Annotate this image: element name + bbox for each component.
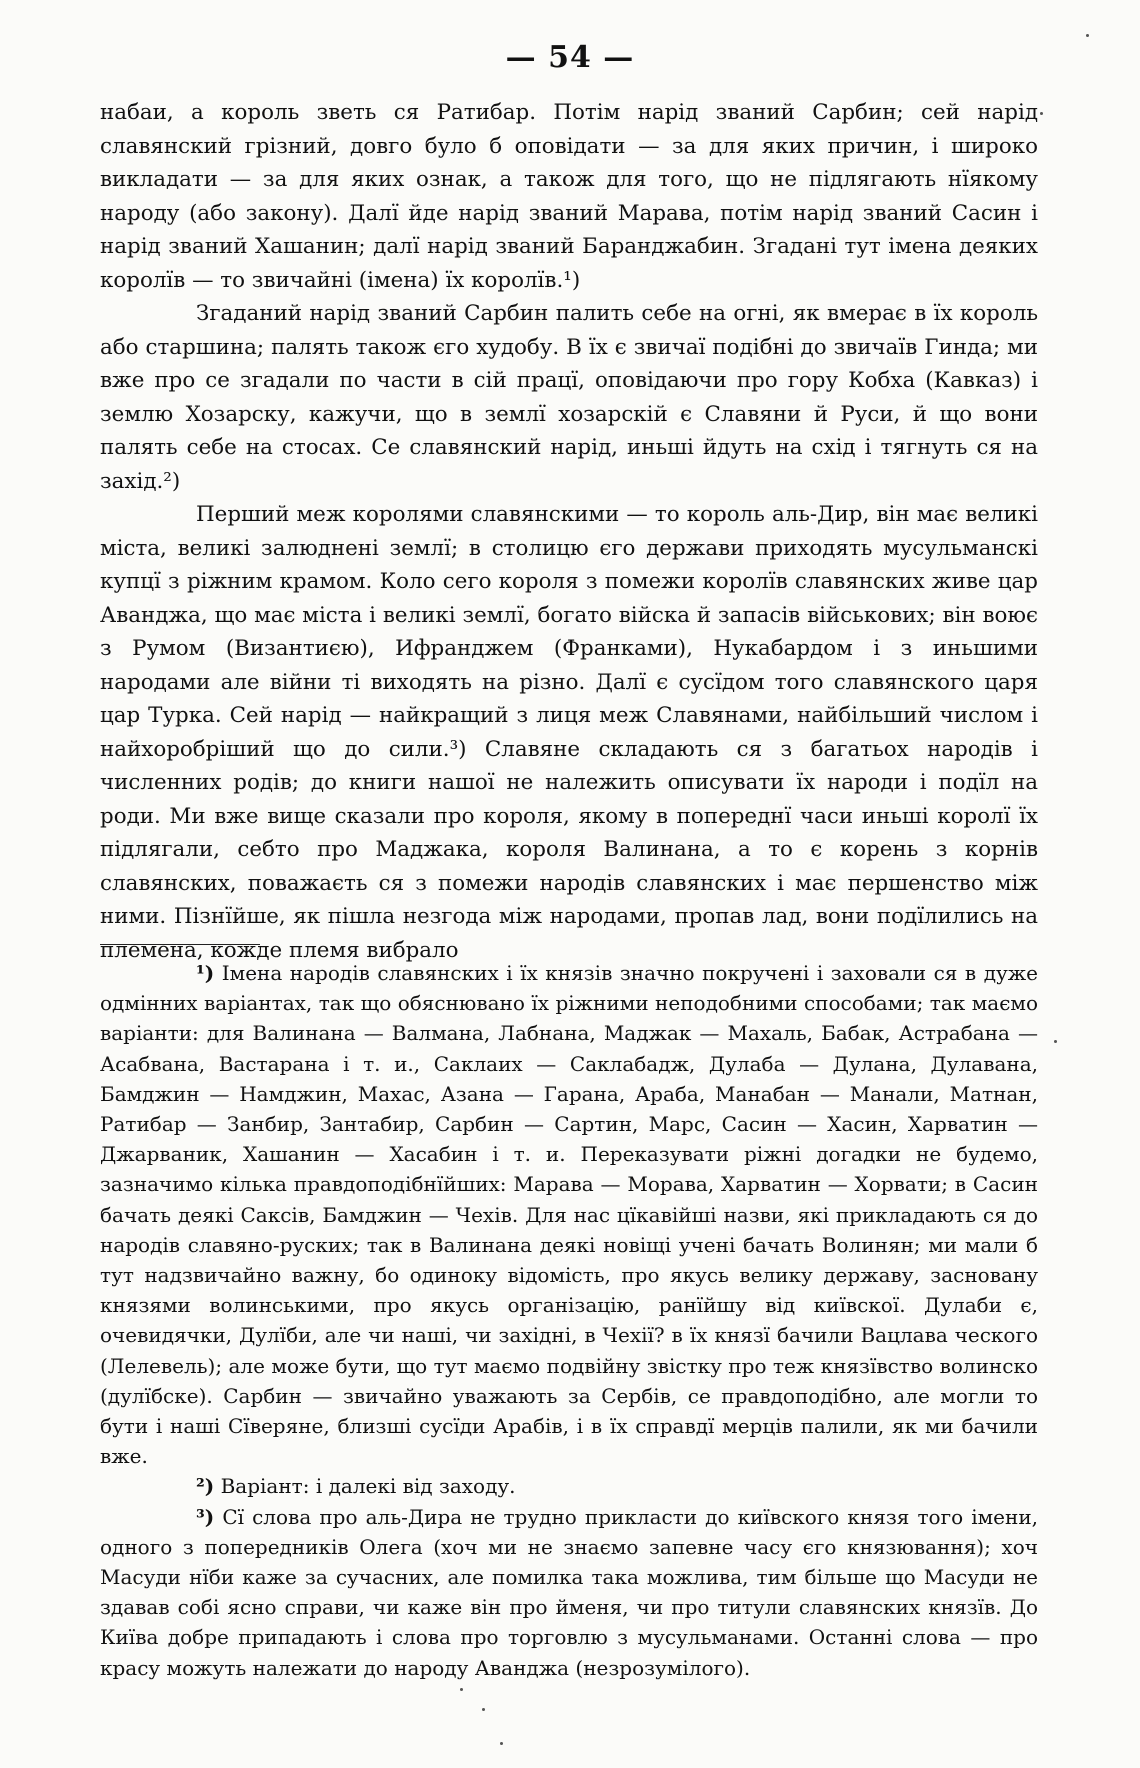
scan-speck [482, 1708, 485, 1711]
footnote-3-text: Сї слова про аль-Дира не трудно прикласти до київского князя того імени, одного з попередників Олега (хоч ми не знаємо запевне часу єго князювання); хоч Масуди нїби каже за сучасних, але помилка така можлива, тим більше що Масуди не здавав собі ясно справи, чи каже він про йменя, чи про титули славянских князїв. До Київа добре припадають і слова про торговлю з мусульманами. Останні слова — про красу можуть належати до народу Аванджа (незрозумілого). [100, 1504, 1039, 1680]
scan-speck [460, 1688, 463, 1691]
footnote-1-mark: ¹) [196, 961, 215, 985]
footnote-3-mark: ³) [196, 1504, 215, 1529]
footnote-1-text: Імена народів славянских і їх князів значно покручені і заховали ся в дуже одмінних варіантах, так що обяснювано їх ріжними неподобними способами; так маємо варіанти: для Валинана — Валмана, Лабнана, Маджак — Махаль, Бабак, Астрабана — Асабвана, Вастарана і т. и., Саклаиx — Саклабадж, Дулаба — Дулана, Дулавана, Бамджин — Намджин, Махас, Азана — Гарана, Араба, Манабан — Манали, Матнан, Ратибар — Занбир, Зантабир, Сарбин — Сартин, Марс, Сасин — Хасин, Харватин — Джарваник, Хашанин — Хасабин і т. и. Переказувати ріжні догадки не будемо, зазначимо кілька правдоподібнїйших: Марава — Морава, Харватин — Хорвати; в Сасин бачать деякі Саксів, Бамджин — Чехів. Для нас цїкавійші назви, які прикладають ся до народів славяно-руских; так в Валинана деякі новіщі учені бачать Волинян; ми мали б тут надзвичайно важну, бо одиноку відомість, про якусь велику державу, засновану князями волинськими, про якусь організацію, ранїйшу від київскої. Дулаби є, очевидячки, Дулїби, але чи наші, чи західні, в Чехії? в їх князї бачили Вацлава ческого (Лелевель); але може бути, що тут маємо подвійну звістку про теж князївство волинско (дулїбске). Сарбин — звичайно уважають за Сербів, се правдоподібно, але могли то бути і наші Сїверяне, близші сусїди Арабів, і в їх справдї мерців палили, як ми бачили вже. [100, 961, 1039, 1469]
scan-speck [500, 1742, 503, 1745]
scan-speck [1054, 1040, 1057, 1043]
main-paragraph-2: Згаданий нарід званий Сарбин палить себе на огні, як вмерає в їх король або старшина; палять також єго худобу. В їх є звичаї подібні до звичаїв Гинда; ми вже про се згадали по части в сій працї, оповідаючи про гору Кобха (Кавказ) і землю Хозарску, кажучи, що в землї хозарскій є Славяни й Руси, й що вони палять себе на стосах. Се славянский нарід, иньші йдуть на схід і тягнуть ся на захід.²) [100, 301, 1038, 494]
main-paragraph-1: набаи, а король зветь ся Ратибар. Потім нарід званий Сарбин; сей нарід славянский грізний, довго було б оповідати — за для яких причин, і широко викладати — за для яких ознак, а також для того, що не підлягають нїякому народу (або закону). Далї йде нарід званий Марава, потім нарід званий Сасин і нарід званий Хашанин; далї нарід званий Баранджабин. Згадані тут імена деяких королїв — то звичайні (імена) їх королїв.¹) [100, 100, 1038, 293]
footnotes [100, 958, 1038, 1683]
scan-speck [1040, 112, 1043, 115]
footnote-3 [100, 1502, 1038, 1683]
page-number: — 54 — [505, 40, 635, 75]
footnote-divider [100, 944, 260, 945]
main-text [100, 96, 1038, 967]
scan-speck [1086, 34, 1089, 37]
footnote-2-mark: ²) [196, 1474, 215, 1499]
footnote-2-text: Варіант: і далекі від заходу. [220, 1474, 516, 1499]
footnote-2 [100, 1471, 1038, 1501]
main-paragraph-3: Перший меж королями славянскими — то король аль-Дир, він має великі міста, великі залюднені землї; в столицю єго держави приходять мусульманскі купцї з ріжним крамом. Коло сего короля з помежи королїв славянских живе цар Аванджа, що має міста і великі землї, богато війска й запасів військових; він воює з Румом (Византиєю), Ифранджем (Франками), Нукабардом і з иньшими народами але війни ті виходять на різно. Далї є сусїдом того славянского царя цар Турка. Сей нарід — найкращий з лиця меж Славянами, найбільший числом і найхоробріший що до сили.³) Славяне складають ся з багатьох народів і численних родів; до книги нашої не належить описувати їх народи і подїл на роди. Ми вже вище сказали про короля, якому в попереднї часи иньші королї їх підлягали, себто про Маджака, короля Валинана, а то є корень з корнів славянских, поважаєть ся з помежи народів славянских і має першенство між ними. Пізнїйше, як пішла незгода між народами, пропав лад, вони подїлились на племена, кожде племя вибрало [100, 502, 1038, 963]
footnote-1 [100, 958, 1038, 1471]
